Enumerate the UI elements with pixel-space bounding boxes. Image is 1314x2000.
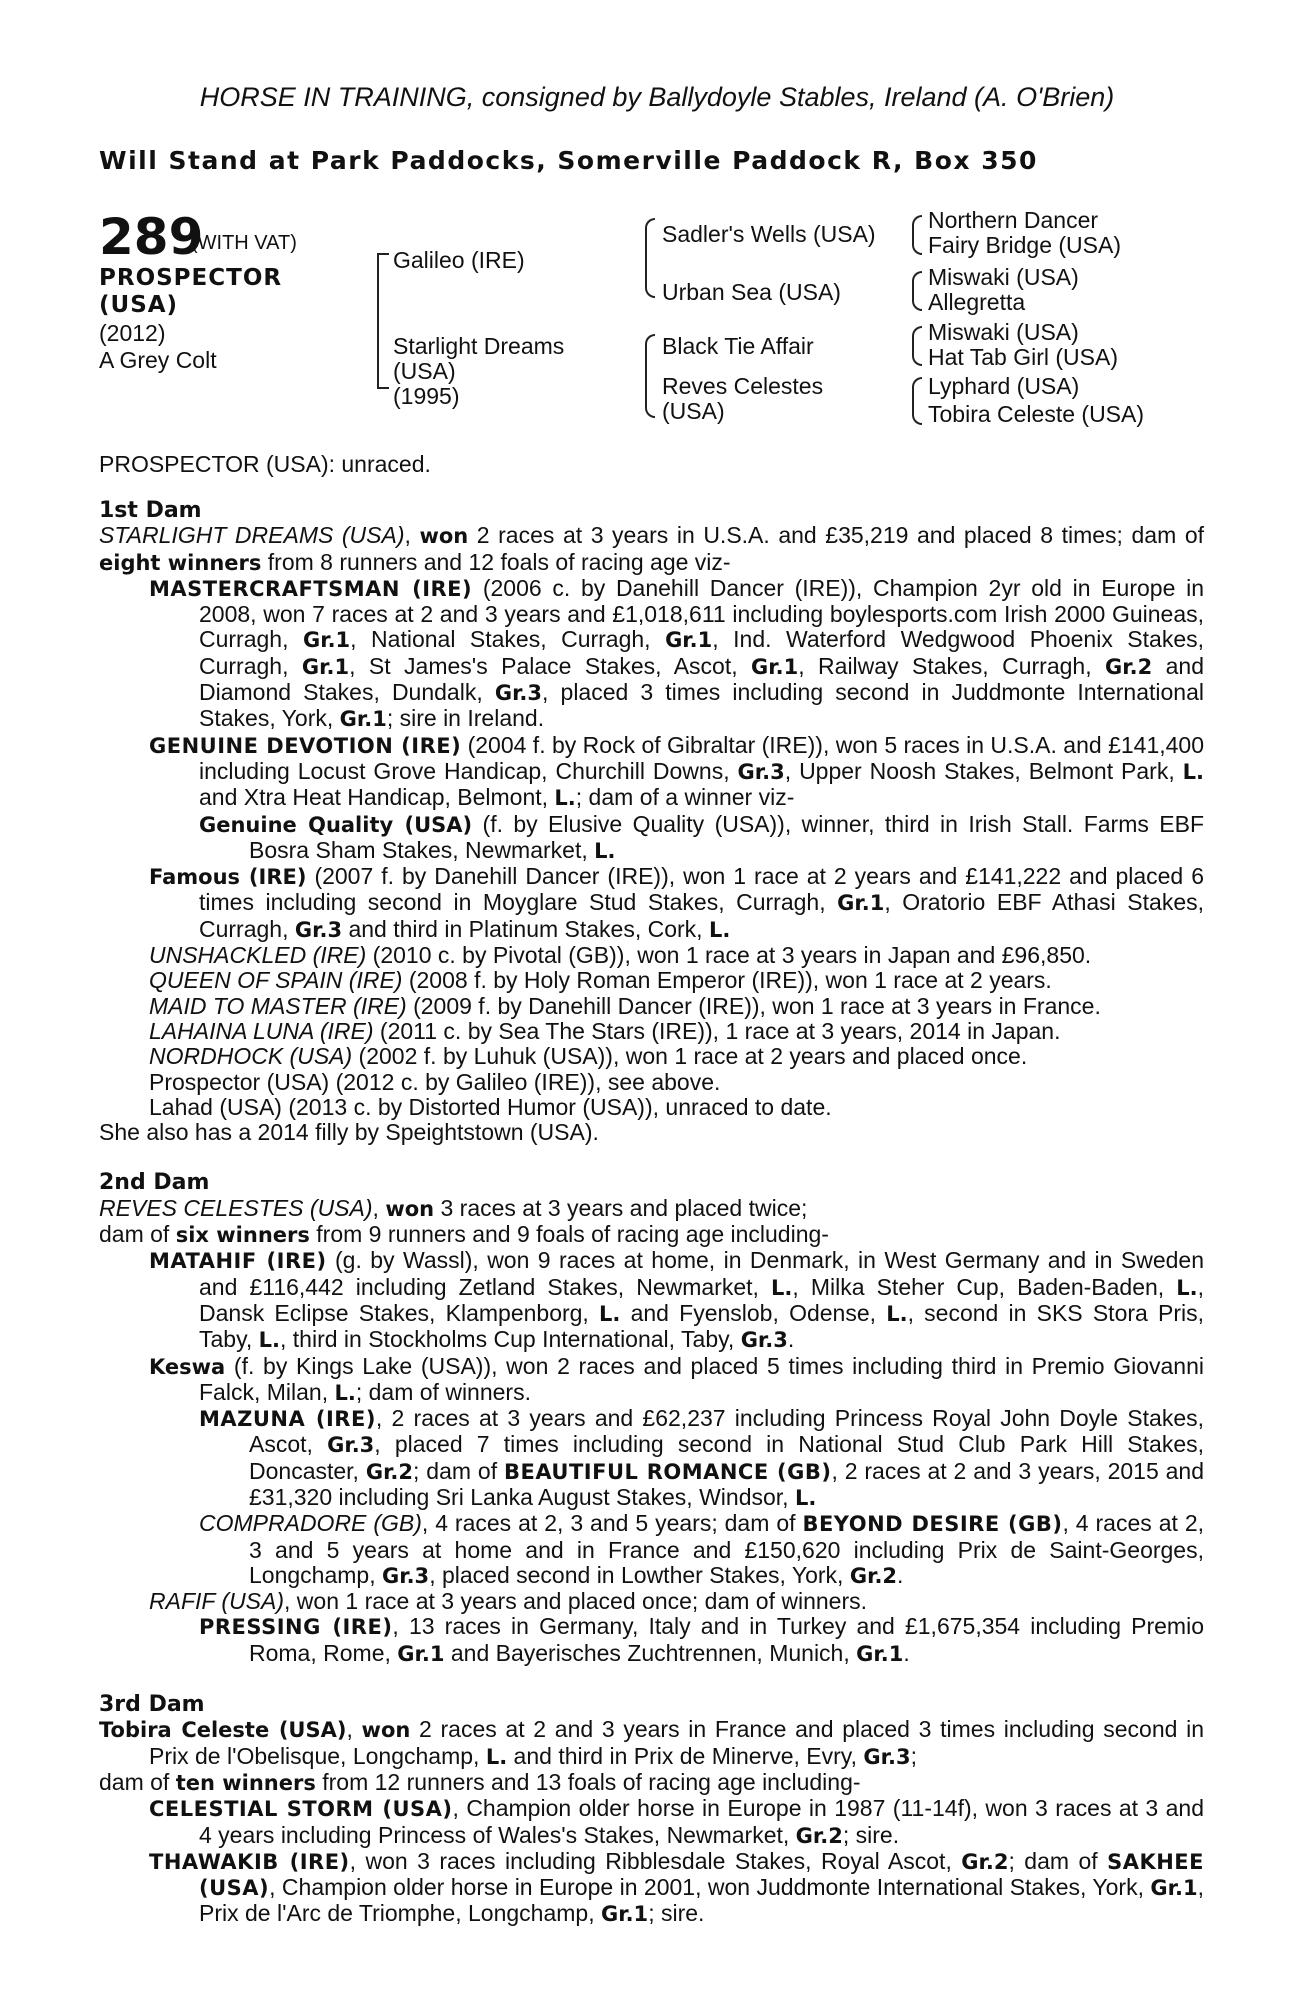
- stand-location: Will Stand at Park Paddocks, Somerville Paddock R, Box 350: [99, 146, 1038, 175]
- pedigree-brace-main: [377, 253, 389, 389]
- progeny-entry: MASTERCRAFTSMAN (IRE) (2006 c. by Danehill Dancer (IRE)), Champion 2yr old in Europe in 2008, won 7 races at 2 and 3 years and £1,018,611 including boylesports.com Irish 2000 Guineas, Curragh, Gr.1, National Stakes, Curragh, Gr.1, Ind. Waterford Wedgwood Phoenix Stakes, Curragh, Gr.1, St James's Palace Stakes, Ascot, Gr.1, Railway Stakes, Curragh, Gr.2 and Diamond Stakes, Dundalk, Gr.3, placed 3 times including second in Juddmonte International Stakes, York, Gr.1; sire in Ireland.: [149, 574, 1205, 732]
- dd-sire: Lyphard (USA): [928, 373, 1080, 399]
- horse-name: [99, 265, 282, 319]
- dam1-note: She also has a 2014 filly by Speightstown (USA).: [99, 1119, 599, 1146]
- consignor-heading: HORSE IN TRAINING, consigned by Ballydoyle Stables, Ireland (A. O'Brien): [199, 82, 1115, 112]
- progeny-entry: QUEEN OF SPAIN (IRE) (2008 f. by Holy Roman Emperor (IRE)), won 1 race at 2 years.: [149, 967, 1052, 994]
- dam1-summary: STARLIGHT DREAMS (USA), won 2 races at 3 years in U.S.A. and £35,219 and placed 8 times; dam of eight winners from 8 runners and 12 foals of racing age viz-: [99, 522, 1204, 575]
- sd-sire: Miswaki (USA): [928, 264, 1079, 290]
- sire: Galileo (IRE): [393, 247, 525, 273]
- progeny-entry: NORDHOCK (USA) (2002 f. by Luhuk (USA)), won 1 race at 2 years and placed once.: [149, 1043, 1028, 1070]
- progeny-entry: Prospector (USA) (2012 c. by Galileo (IRE)), see above.: [149, 1068, 721, 1095]
- ds-dam: Hat Tab Girl (USA): [928, 344, 1119, 370]
- dam-sire: Black Tie Affair: [662, 333, 814, 359]
- progeny-entry: Famous (IRE) (2007 f. by Danehill Dancer (IRE)), won 1 race at 2 years and £141,222 and placed 6 times including second in Moyglare Stud Stakes, Curragh, Gr.1, Oratorio EBF Athasi Stakes, Curragh, Gr.3 and third in Platinum Stakes, Cork, L.: [149, 863, 1204, 942]
- sd-dam: Allegretta: [928, 289, 1026, 315]
- pedigree-brace-sd: [912, 271, 922, 311]
- produce-record: [99, 498, 1204, 1928]
- progeny-entry: MAZUNA (IRE), 2 races at 3 years and £62,237 including Princess Royal John Doyle Stakes, Ascot, Gr.3, placed 7 times including second in National Stud Club Park Hill Stakes, Doncaster, Gr.2; dam of BEAUTIFUL ROMANCE (GB), 2 races at 2 and 3 years, 2015 and £31,320 including Sri Lanka August Stakes, Windsor, L.: [199, 1405, 1205, 1510]
- progeny-entry: RAFIF (USA), won 1 race at 3 years and placed once; dam of winners.: [149, 1588, 868, 1615]
- progeny-entry: MATAHIF (IRE) (g. by Wassl), won 9 races at home, in Denmark, in West Germany and in Sweden and £116,442 including Zetland Stakes, Newmarket, L., Milka Steher Cup, Baden-Baden, L., Dansk Eclipse Stakes, Klampenborg, L. and Fyenslob, Odense, L., second in SKS Stora Pris, Taby, L., third in Stockholms Cup International, Taby, Gr.3.: [149, 1247, 1205, 1353]
- dam: Starlight Dreams (USA) (1995): [393, 333, 565, 409]
- progeny-entry: MAID TO MASTER (IRE) (2009 f. by Danehill Dancer (IRE)), won 1 race at 3 years in France.: [149, 992, 1101, 1019]
- progeny-entry: THAWAKIB (IRE), won 3 races including Ribblesdale Stakes, Royal Ascot, Gr.2; dam of SAKHEE (USA), Champion older horse in Europe in 2001, won Juddmonte International Stakes, York, Gr.1, Prix de l'Arc de Triomphe, Longchamp, Gr.1; sire.: [149, 1847, 1204, 1927]
- pedigree-brace-dam: [645, 334, 655, 418]
- foaling-year: (2012): [99, 320, 166, 346]
- dam3-produce: dam of ten winners from 12 runners and 13 foals of racing age including-: [99, 1768, 861, 1795]
- progeny-entry: Keswa (f. by Kings Lake (USA)), won 2 races and placed 5 times including third in Premio Giovanni Falck, Milan, L.; dam of winners.: [149, 1352, 1204, 1405]
- pedigree-brace-dd: [912, 377, 922, 425]
- ds-sire: Miswaki (USA): [928, 319, 1079, 345]
- progeny-entry: UNSHACKLED (IRE) (2010 c. by Pivotal (GB)), won 1 race at 3 years in Japan and £96,850.: [149, 942, 1092, 969]
- pedigree-brace-ss: [912, 215, 922, 255]
- vat-label: (WITH VAT): [191, 232, 297, 254]
- dam2-summary: REVES CELESTES (USA), won 3 races at 3 years and placed twice; dam of six winners from 9 runners and 9 foals of racing age including-: [99, 1194, 829, 1248]
- horse-description: A Grey Colt: [99, 347, 217, 373]
- section-heading-3rd-dam: 3rd Dam: [99, 1692, 205, 1718]
- progeny-entry: COMPRADORE (GB), 4 races at 2, 3 and 5 years; dam of BEYOND DESIRE (GB), 4 races at 2, 3 and 5 years at home and in France and £150,620 including Prix de Saint-Georges, Longchamp, Gr.3, placed second in Lowther Stakes, York, Gr.2.: [199, 1510, 1204, 1588]
- dam-dam: Reves Celestes (USA): [662, 373, 824, 424]
- section-heading-2nd-dam: 2nd Dam: [99, 1170, 210, 1196]
- progeny-entry: LAHAINA LUNA (IRE) (2011 c. by Sea The Stars (IRE)), 1 race at 3 years, 2014 in Japan.: [149, 1017, 1061, 1044]
- lot-number: 289: [99, 208, 204, 266]
- horse-name-line2: (USA): [99, 292, 179, 318]
- progeny-entry: GENUINE DEVOTION (IRE) (2004 f. by Rock of Gibraltar (IRE)), won 5 races in U.S.A. and £141,400 including Locust Grove Handicap, Churchill Downs, Gr.3, Upper Noosh Stakes, Belmont Park, L. and Xtra Heat Handicap, Belmont, L.; dam of a winner viz-: [149, 731, 1205, 811]
- sire-sire: Sadler's Wells (USA): [662, 221, 876, 247]
- section-heading-1st-dam: 1st Dam: [99, 498, 202, 523]
- progeny-entry: Genuine Quality (USA) (f. by Elusive Quality (USA)), winner, third in Irish Stall. Farms EBF Bosra Sham Stakes, Newmarket, L.: [199, 810, 1204, 863]
- progeny-entry: Lahad (USA) (2013 c. by Distorted Humor (USA)), unraced to date.: [149, 1093, 832, 1120]
- progeny-entry: PRESSING (IRE), 13 races in Germany, Italy and in Turkey and £1,675,354 including Premio Roma, Rome, Gr.1 and Bayerisches Zuchtrennen, Munich, Gr.1.: [199, 1613, 1204, 1666]
- race-record-note: PROSPECTOR (USA): unraced.: [99, 451, 431, 477]
- progeny-entry: CELESTIAL STORM (USA), Champion older horse in Europe in 1987 (11-14f), won 3 races at 3 and 4 years including Princess of Wales's Stakes, Newmarket, Gr.2; sire.: [149, 1795, 1205, 1848]
- dd-dam: Tobira Celeste (USA): [928, 401, 1145, 427]
- pedigree-brace-sire: [645, 218, 655, 298]
- dam3-summary: Tobira Celeste (USA), won 2 races at 2 and 3 years in France and placed 3 times including second in Prix de l'Obelisque, Longchamp, L. and third in Prix de Minerve, Evry, Gr.3;: [99, 1716, 1205, 1769]
- ss-dam: Fairy Bridge (USA): [928, 232, 1121, 258]
- pedigree-brace-ds: [912, 326, 922, 366]
- horse-name-line1: PROSPECTOR: [99, 265, 283, 291]
- ss-sire: Northern Dancer: [928, 207, 1099, 233]
- sire-dam: Urban Sea (USA): [662, 279, 841, 305]
